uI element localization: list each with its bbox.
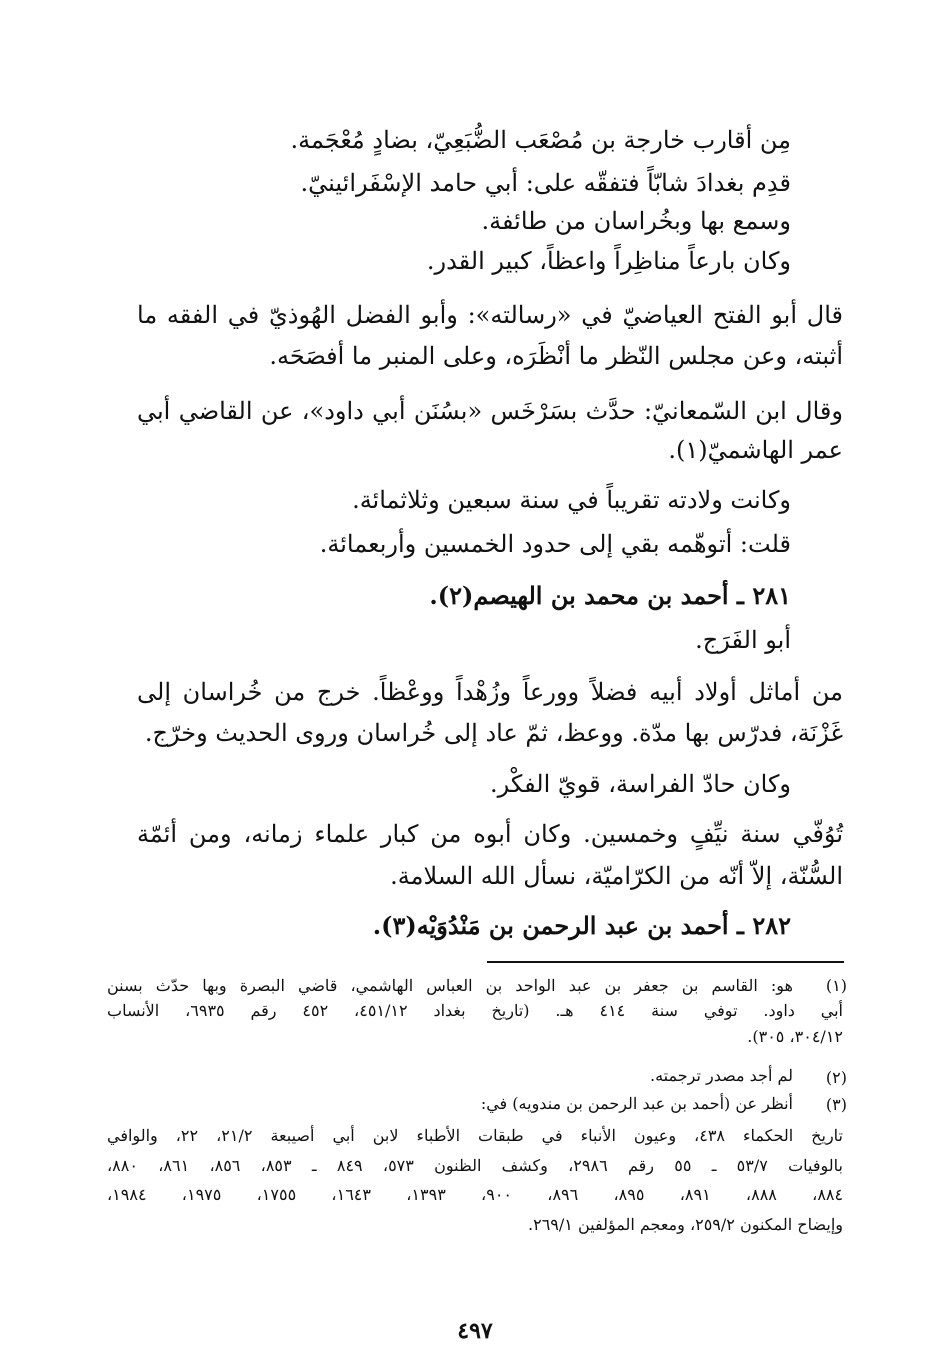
footnote-line: أبي داود. توفي سنة ٤١٤ هـ. (تاريخ بغداد ٤٥١/١٢، ٤٥٢ رقم ٦٩٣٥، الأنساب (107, 1001, 843, 1020)
footnote-number: (١) (825, 976, 847, 995)
page-number: ٤٩٧ (457, 1318, 493, 1344)
footnote-number: (٣) (825, 1095, 847, 1114)
text-line: وكان حادّ الفراسة، قويّ الفكْر. (490, 770, 791, 798)
entry-heading: ٢٨٢ ـ أحمد بن عبد الرحمن بن مَنْدُوَيْه(٣). (372, 911, 791, 940)
footnote-line: وإيضاح المكنون ٢٥٩/٢، ومعجم المؤلفين ٢٦٩/١. (528, 1215, 843, 1234)
footnote-number: (٢) (825, 1068, 847, 1087)
text-line: وكانت ولادته تقريباً في سنة سبعين وثلاثمائة. (352, 486, 791, 514)
text-line: من أماثل أولاد أبيه فضلاً وورعاً وزُهْداً ووعْظاً. خرج من خُراسان إلى (137, 678, 843, 706)
footnote-line: ٨٨٤، ٨٨٨، ٨٩١، ٨٩٥، ٨٩٦، ٩٠٠، ١٣٩٣، ١٦٤٣، ١٧٥٥، ١٩٧٥، ١٩٨٤، (107, 1185, 844, 1204)
footnote-line: هو: القاسم بن جعفر بن عبد الواحد بن العباس الهاشمي، قاضي البصرة وبها حدّث بسنن (107, 976, 793, 995)
text-line: غَزْنَة، فدرّس بها مدّة. ووعظ، ثمّ عاد إلى خُراسان وروى الحديث وخرّج. (144, 719, 843, 747)
text-line: قال أبو الفتح العياضيّ في «رسالته»: وأبو الفضل الهُوذيّ في الفقه ما (137, 301, 843, 329)
text-line: عمر الهاشميّ(١). (668, 436, 843, 464)
text-line: مِن أقارب خارجة بن مُصْعَب الضُّبَعِيّ، بضادٍ مُعْجَمة. (290, 126, 791, 154)
text-line: تُوُفّي سنة نيِّفٍ وخمسين. وكان أبوه من كبار علماء زمانه، ومن أئمّة (137, 820, 843, 848)
text-line: وقال ابن السّمعانيّ: حدَّث بسَرْخَس «بسُنَن أبي داود»، عن القاضي أبي (137, 397, 843, 425)
footnote-line: بالوفيات ٥٣/٧ ـ ٥٥ رقم ٢٩٨٦، وكشف الظنون ٥٧٣، ٨٤٩ ـ ٨٥٣، ٨٥٦، ٨٦١، ٨٨٠، (107, 1156, 843, 1175)
text-line: قدِم بغدادَ شابّاً فتفقّه على: أبي حامد الإسْفَرائينيّ. (300, 169, 791, 197)
text-line: وسمع بها وبخُراسان من طائفة. (481, 207, 791, 235)
footnote-separator (487, 961, 844, 963)
text-line: أبو الفَرَج. (695, 626, 791, 654)
footnote-line: لم أجد مصدر ترجمته. (650, 1066, 793, 1085)
footnote-line: تاريخ الحكماء ٤٣٨، وعيون الأنباء في طبقات الأطباء لابن أبي أصيبعة ٢١/٢، ٢٢، والوافي (107, 1126, 844, 1145)
text-line: وكان بارعاً مناظِراً واعظاً، كبير القدر. (426, 247, 791, 275)
text-line: السُّنّة، إلاّ أنّه من الكرّاميّة، نسأل الله السلامة. (390, 862, 843, 890)
entry-heading: ٢٨١ ـ أحمد بن محمد بن الهيصم(٢). (429, 581, 791, 610)
text-line: أثبته، وعن مجلس النّظر ما أنْظَرَه، وعلى المنبر ما أفصَحَه. (269, 342, 843, 370)
footnote-line: ٣٠٤/١٢، ٣٠٥). (747, 1027, 843, 1046)
footnote-line: أنظر عن (أحمد بن عبد الرحمن بن مندويه) في: (480, 1094, 793, 1113)
text-line: قلت: أتوهّمه بقي إلى حدود الخمسين وأربعمائة. (319, 530, 791, 558)
